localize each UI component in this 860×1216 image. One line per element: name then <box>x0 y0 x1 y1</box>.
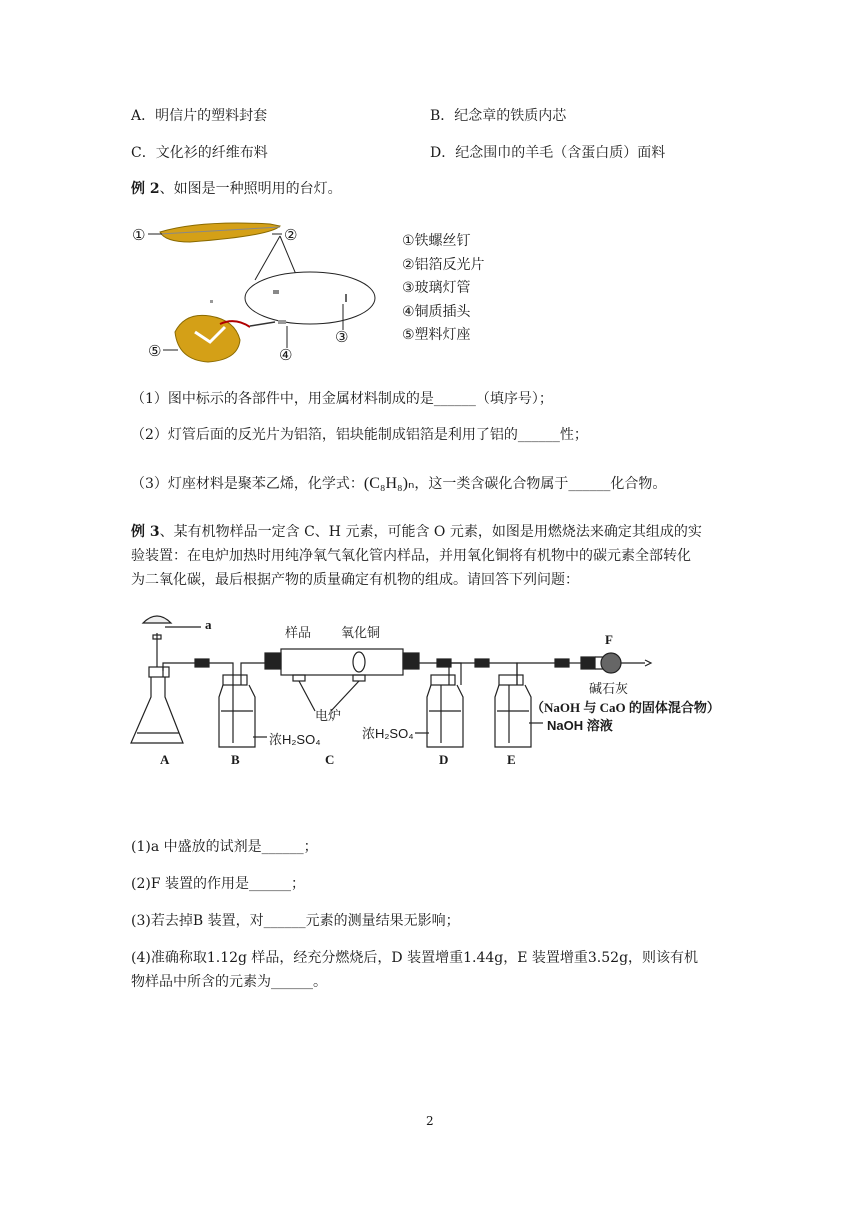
example3-q4-line1: (4)准确称取1.12g 样品，经充分燃烧后，D 装置增重1.44g，E 装置增重3.52g，则该有机 <box>131 950 699 966</box>
option-b: B．纪念章的铁质内芯 <box>430 108 567 124</box>
example3-q1: (1)a 中盛放的试剂是______； <box>131 839 318 855</box>
apparatus-figure <box>125 605 745 775</box>
example2-label: 例 2 <box>131 181 160 197</box>
letter-a: A <box>160 752 170 767</box>
label-cuo: 氧化铜 <box>341 625 381 640</box>
letter-e: E <box>507 752 516 767</box>
legend-item-4: ④铜质插头 <box>402 304 471 320</box>
label-a: a <box>205 617 212 632</box>
formula: (C₈H₈)ₙ <box>363 475 415 492</box>
option-d: D．纪念围巾的羊毛（含蛋白质）面料 <box>430 145 666 161</box>
marker-1: ① <box>132 226 146 244</box>
marker-5: ⑤ <box>148 342 162 360</box>
example3-line1 <box>131 521 702 543</box>
example3-line2: 验装置：在电炉加热时用纯净氧气氧化管内样品，并用氧化铜将有机物中的碳元素全部转化 <box>131 548 691 564</box>
label-sample: 样品 <box>285 625 312 640</box>
apparatus-drawing <box>125 605 745 775</box>
option-a: A．明信片的塑料封套 <box>131 108 268 124</box>
label-soda-lime: 碱石灰 <box>589 681 629 696</box>
marker-4: ④ <box>279 346 293 364</box>
label-soda-lime-note: （NaOH 与 CaO 的固体混合物） <box>531 700 720 715</box>
example3-q2: (2)F 装置的作用是______； <box>131 876 305 892</box>
letter-d: D <box>439 752 449 767</box>
option-c: C．文化衫的纤维布料 <box>131 145 268 161</box>
letter-c: C <box>325 752 335 767</box>
example2-q2: （2）灯管后面的反光片为铝箔，铝块能制成铝箔是利用了铝的______性； <box>131 427 588 443</box>
marker-3: ③ <box>335 328 349 346</box>
example2-q3 <box>131 473 666 495</box>
label-h2so4-b: 浓H₂SO₄ <box>269 732 321 747</box>
example3-q3: (3)若去掉B 装置，对______元素的测量结果无影响； <box>131 913 460 929</box>
q3-pre: （3）灯座材料是聚苯乙烯，化学式： <box>131 476 364 492</box>
example3-text: 、某有机物样品一定含 C、H 元素，可能含 O 元素，如图是用燃烧法来确定其组成的实 <box>159 524 702 540</box>
marker-2: ② <box>284 226 298 244</box>
legend-item-5: ⑤塑料灯座 <box>402 327 471 343</box>
letter-b: B <box>231 752 240 767</box>
page-number: 2 <box>426 1114 434 1128</box>
label-f: F <box>605 632 613 647</box>
example3-q4-line2: 物样品中所含的元素为______。 <box>131 974 327 990</box>
q3-post: ，这一类含碳化合物属于______化合物。 <box>414 476 667 492</box>
legend-item-1: ①铁螺丝钉 <box>402 233 471 249</box>
example3-line3: 为二氧化碳，最后根据产物的质量确定有机物的组成。请回答下列问题： <box>131 572 579 588</box>
example3-label: 例 3 <box>131 524 160 540</box>
label-naoh: NaOH 溶液 <box>547 718 613 733</box>
example2-heading <box>131 178 342 200</box>
example2-text: 、如图是一种照明用的台灯。 <box>159 181 342 197</box>
example2-q1: （1）图中标示的各部件中，用金属材料制成的是______（填序号）； <box>131 391 553 407</box>
legend-item-2: ②铝箔反光片 <box>402 257 485 273</box>
legend-item-3: ③玻璃灯管 <box>402 280 471 296</box>
label-furnace: 电炉 <box>315 708 342 723</box>
label-h2so4-d: 浓H₂SO₄ <box>362 726 414 741</box>
